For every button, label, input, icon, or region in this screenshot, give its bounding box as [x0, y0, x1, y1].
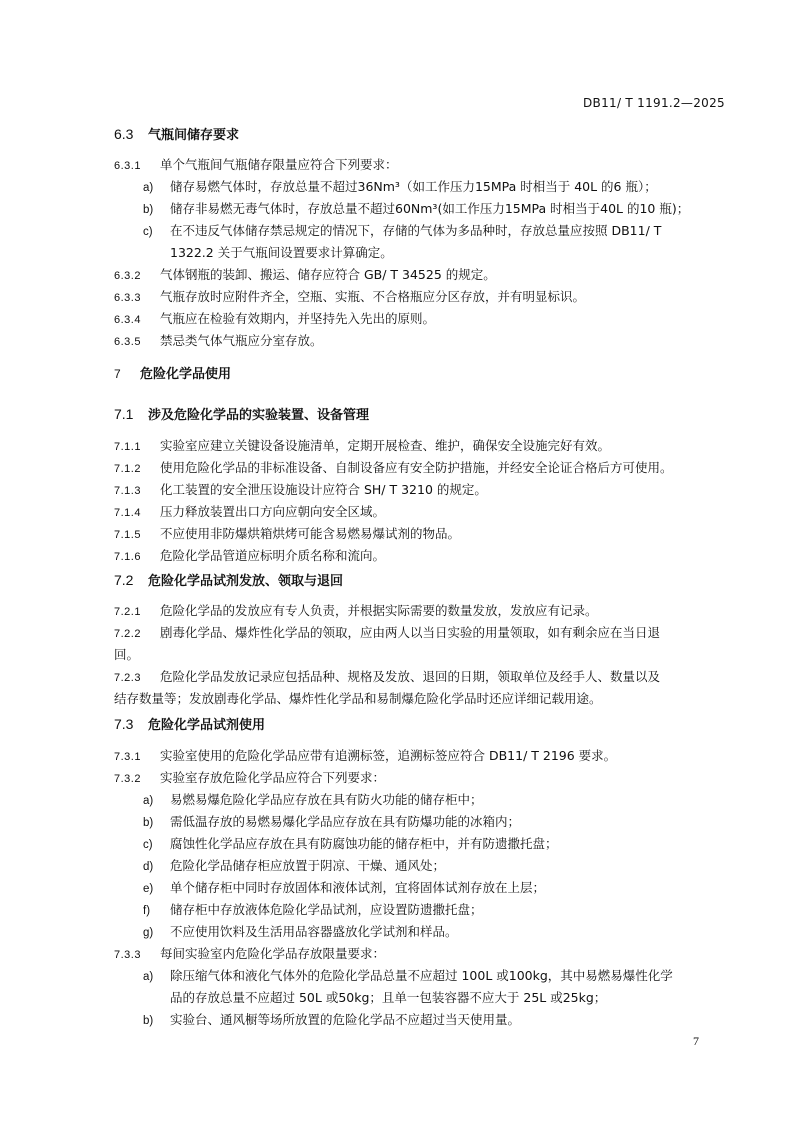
clause-number: 6.3.4: [114, 314, 141, 326]
list-label: c): [143, 226, 153, 238]
list-text: 单个储存柜中同时存放固体和液体试剂，宜将固体试剂存放在上层；: [170, 880, 546, 895]
list-text: 储存柜中存放液体危险化学品试剂，应设置防遗撒托盘；: [170, 902, 483, 917]
list-label: g): [143, 927, 154, 939]
clause-6-3-1: [114, 155, 398, 173]
list-item-a2: [143, 966, 673, 984]
list-item-b: [143, 199, 689, 217]
section-6-3-heading: [114, 124, 239, 143]
clause-number: 7.3.3: [114, 949, 141, 961]
chapter-7-heading: [114, 363, 231, 382]
list-text: 储存非易燃无毒气体时，存放总量不超过60Nm³(如工作压力15MPa 时相当于40L 的10 瓶)；: [170, 201, 690, 216]
section-7-2-heading: [114, 570, 343, 589]
clause-text-line1: 剧毒化学品、爆炸性化学品的领取，应由两人以当日实验的用量领取，如有剩余应在当日退: [160, 625, 661, 640]
clause-7-2-2-continuation: 回。: [114, 647, 140, 662]
clause-text: 禁忌类气体气瓶应分室存放。: [160, 333, 323, 348]
list-text: 易燃易爆危险化学品应存放在具有防火功能的储存柜中；: [170, 792, 483, 807]
list-item-b: [143, 812, 520, 830]
clause-6-3-2: [114, 265, 496, 283]
list-label: b): [143, 204, 154, 216]
clause-number: 7.1.2: [114, 463, 141, 475]
clause-text: 使用危险化学品的非标准设备、自制设备应有安全防护措施，并经安全论证合格后方可使用。: [160, 460, 673, 475]
list-label: d): [143, 861, 154, 873]
list-text: 不应使用饮料及生活用品容器盛放化学试剂和样品。: [170, 924, 458, 939]
clause-text: 化工装置的安全泄压设施设计应符合 SH/ T 3210 的规定。: [160, 482, 487, 497]
list-text: 危险化学品储存柜应放置于阴凉、干燥、通风处；: [170, 858, 446, 873]
clause-text: 气体钢瓶的装卸、搬运、储存应符合 GB/ T 34525 的规定。: [160, 267, 496, 282]
clause-7-1-5: [114, 524, 460, 542]
clause-number: 7.1.5: [114, 529, 141, 541]
clause-text: 不应使用非防爆烘箱烘烤可能含易燃易爆试剂的物品。: [160, 526, 461, 541]
list-item-c: [143, 221, 661, 239]
list-label: b): [143, 1015, 154, 1027]
clause-number: 7.1.1: [114, 441, 141, 453]
section-title: 气瓶间储存要求: [148, 128, 240, 143]
list-label: b): [143, 817, 154, 829]
clause-7-2-3-continuation: 结存数量等；发放剧毒化学品、爆炸性化学品和易制爆危险化学品时还应详细记载用途。: [114, 691, 602, 706]
list-label: c): [143, 839, 153, 851]
list-text-line1: 除压缩气体和液化气体外的危险化学品总量不应超过 100L 或100kg，其中易燃易爆性化学: [170, 968, 673, 983]
clause-6-3-5: [114, 331, 323, 349]
list-text: 腐蚀性化学品应存放在具有防腐蚀功能的储存柜中，并有防遗撒托盘；: [170, 836, 558, 851]
clause-7-1-4: [114, 502, 385, 520]
clause-7-2-2: [114, 623, 660, 641]
clause-number: 6.3.5: [114, 336, 141, 348]
chapter-number: 7: [114, 367, 121, 381]
list-label: a): [143, 971, 154, 983]
list-item-b2: [143, 1010, 520, 1028]
list-label: a): [143, 182, 154, 194]
clause-number: 7.1.3: [114, 485, 141, 497]
clause-7-1-2: [114, 458, 673, 476]
section-title: 涉及危险化学品的实验装置、设备管理: [148, 408, 370, 423]
clause-text: 实验室使用的危险化学品应带有追溯标签，追溯标签应符合 DB11/ T 2196 要求。: [160, 748, 617, 763]
list-item-f: [143, 900, 483, 918]
clause-number: 6.3.1: [114, 160, 141, 172]
list-label: a): [143, 795, 154, 807]
list-text: 储存易燃气体时，存放总量不超过36Nm³（如工作压力15MPa 时相当于 40L 的6 瓶）；: [170, 179, 657, 194]
clause-7-3-1: [114, 746, 616, 764]
list-item-g: [143, 922, 458, 940]
list-item-a: [143, 790, 483, 808]
list-label: e): [143, 883, 154, 895]
section-title: 危险化学品试剂使用: [148, 718, 266, 733]
clause-text: 气瓶存放时应附件齐全，空瓶、实瓶、不合格瓶应分区存放，并有明显标识。: [160, 289, 586, 304]
clause-text: 危险化学品的发放应有专人负责，并根据实际需要的数量发放，发放应有记录。: [160, 603, 598, 618]
list-item-c: [143, 834, 558, 852]
clause-6-3-3: [114, 287, 585, 305]
list-item-a2-continuation: 品的存放总量不应超过 50L 或50kg；且单一包装容器不应大于 25L 或25kg；: [170, 990, 607, 1005]
section-number: 6.3: [114, 126, 134, 142]
list-item-c-continuation: 1322.2 关于气瓶间设置要求计算确定。: [170, 245, 393, 260]
chapter-title: 危险化学品使用: [140, 367, 232, 382]
clause-text: 实验室应建立关键设备设施清单，定期开展检查、维护，确保安全设施完好有效。: [160, 438, 611, 453]
clause-number: 7.2.2: [114, 628, 141, 640]
clause-number: 6.3.3: [114, 292, 141, 304]
clause-7-3-2: [114, 768, 385, 786]
clause-text: 单个气瓶间气瓶储存限量应符合下列要求：: [160, 157, 398, 172]
clause-number: 7.1.6: [114, 551, 141, 563]
list-item-a: [143, 177, 657, 195]
list-text: 实验台、通风橱等场所放置的危险化学品不应超过当天使用量。: [170, 1012, 521, 1027]
clause-number: 6.3.2: [114, 270, 141, 282]
clause-number: 7.3.1: [114, 751, 141, 763]
clause-text: 压力释放装置出口方向应朝向安全区域。: [160, 504, 386, 519]
clause-number: 7.3.2: [114, 773, 141, 785]
list-text-line1: 在不违反气体储存禁忌规定的情况下，存储的气体为多品种时，存放总量应按照 DB11/ T: [170, 223, 662, 238]
clause-6-3-4: [114, 309, 435, 327]
list-item-e: [143, 878, 545, 896]
list-text: 需低温存放的易燃易爆化学品应存放在具有防爆功能的冰箱内；: [170, 814, 521, 829]
clause-text: 危险化学品管道应标明介质名称和流向。: [160, 548, 386, 563]
section-number: 7.1: [114, 406, 134, 422]
clause-number: 7.2.3: [114, 672, 141, 684]
clause-text: 气瓶应在检验有效期内，并坚持先入先出的原则。: [160, 311, 436, 326]
section-title: 危险化学品试剂发放、领取与退回: [148, 574, 344, 589]
list-item-d: [143, 856, 445, 874]
section-number: 7.2: [114, 572, 134, 588]
clause-text-line1: 危险化学品发放记录应包括品种、规格及发放、退回的日期，领取单位及经手人、数量以及: [160, 669, 661, 684]
clause-7-2-1: [114, 601, 598, 619]
page-number: 7: [693, 1034, 699, 1048]
clause-7-1-6: [114, 546, 385, 564]
clause-number: 7.1.4: [114, 507, 141, 519]
clause-text: 每间实验室内危险化学品存放限量要求：: [160, 946, 386, 961]
section-number: 7.3: [114, 716, 134, 732]
clause-text: 实验室存放危险化学品应符合下列要求：: [160, 770, 386, 785]
clause-7-1-3: [114, 480, 487, 498]
clause-7-3-3: [114, 944, 385, 962]
section-7-1-heading: [114, 404, 369, 423]
section-7-3-heading: [114, 714, 265, 733]
clause-7-2-3: [114, 667, 660, 685]
clause-number: 7.2.1: [114, 606, 141, 618]
list-label: f): [143, 905, 151, 917]
clause-7-1-1: [114, 436, 610, 454]
standard-code: DB11/ T 1191.2—2025: [583, 96, 725, 110]
